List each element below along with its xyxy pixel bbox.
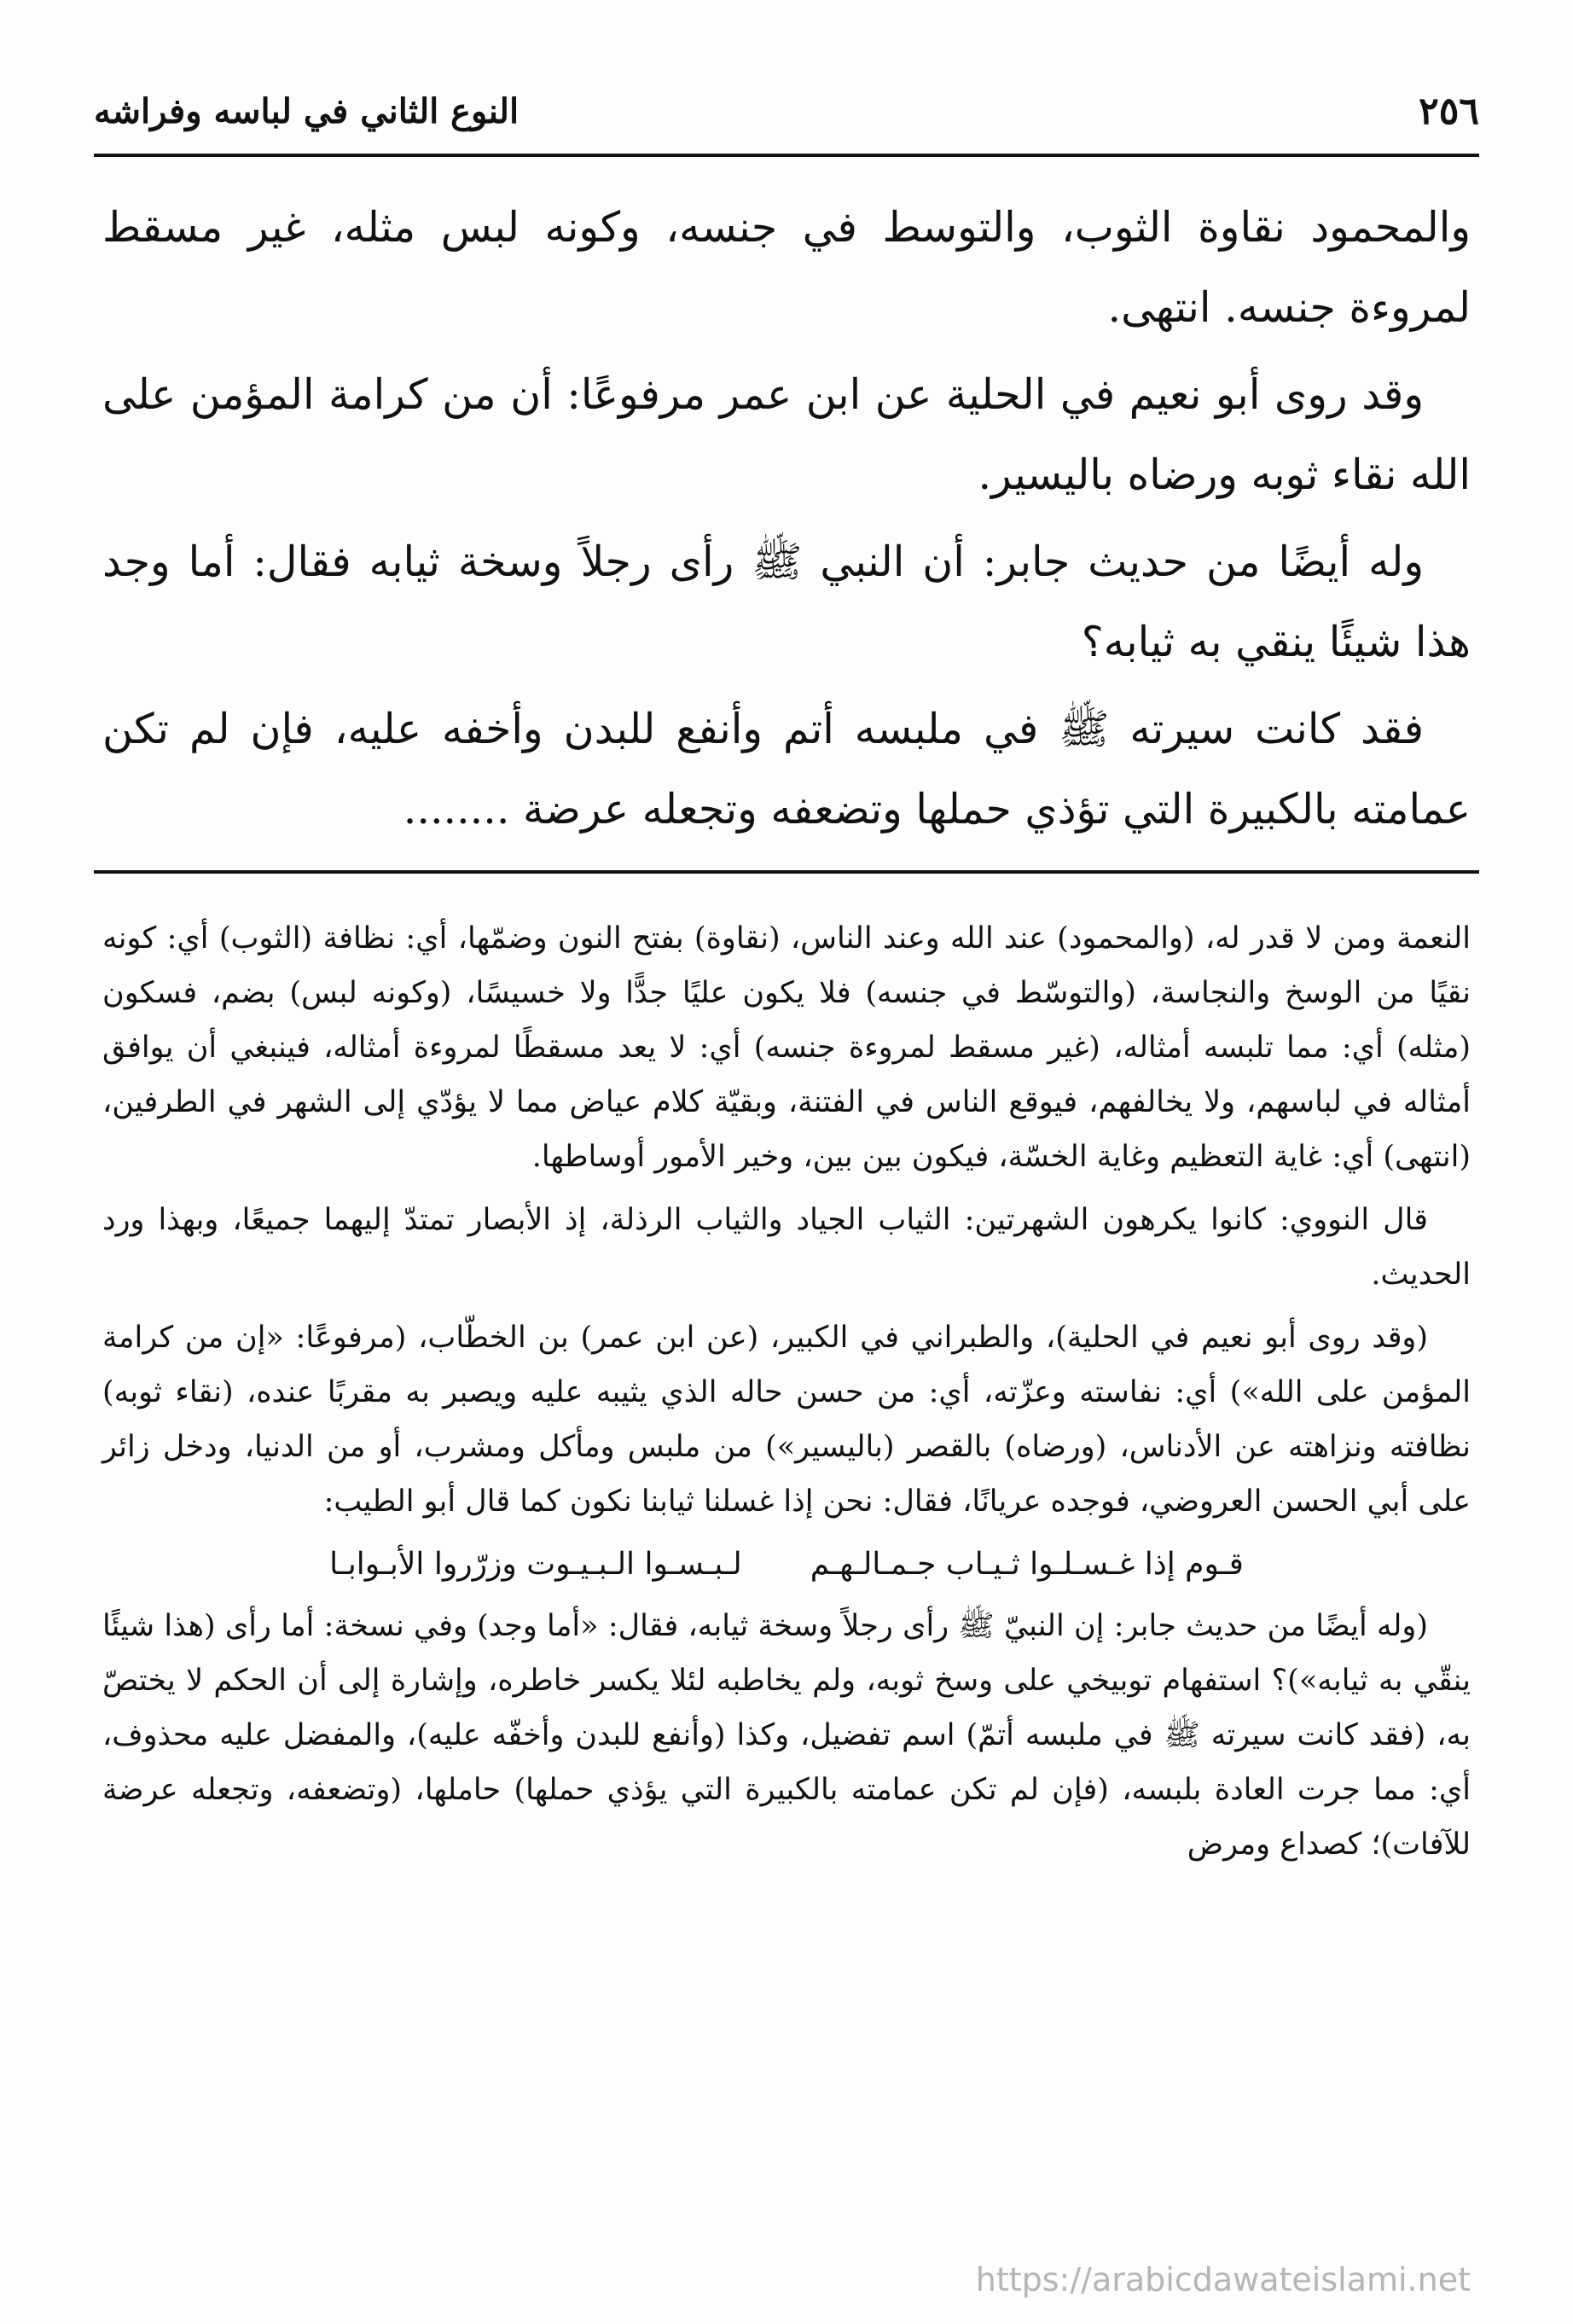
- poem-hemistich-2: لـبـسـوا الـبـيـوت وزرّروا الأبـوابـا: [329, 1547, 742, 1582]
- header-rule: [94, 154, 1479, 157]
- commentary-text: [102, 911, 1471, 1880]
- watermark-url: https://arabicdawateislami.net: [975, 2261, 1471, 2298]
- commentary-paragraph-2: قال النووي: كانوا يكرهون الشهرتين: الثياب الجياد والثياب الرذلة، إذ الأبصار تمتدّ إليهما جميعًا، وبهذا ورد الحديث.: [102, 1203, 1471, 1292]
- poem-verse: [102, 1537, 1471, 1592]
- main-paragraph-3: وله أيضًا من حديث جابر: أن النبي ﷺ رأى رجلاً وسخة ثيابه فقال: أما وجد هذا شيئًا ينقي به ثيابه؟: [102, 537, 1471, 666]
- main-paragraph-1: والمحمود نقاوة الثوب، والتوسط في جنسه، وكونه لبس مثله، غير مسقط لمروءة جنسه. انتهى.: [102, 203, 1471, 332]
- commentary-paragraph-4: (وله أيضًا من حديث جابر: إن النبيّ ﷺ رأى رجلاً وسخة ثيابه، فقال: «أما وجد) وفي نسخة: أما رأى (هذا شيئًا ينقّي به ثيابه»)؟ استفهام توبيخي على وسخ ثوبه، ولم يخاطبه لئلا يكسر خاطره، وإشارة إلى أن الحكم لا يختصّ به، (فقد كانت سيرته ﷺ في ملبسه أتمّ) اسم تفضيل، وكذا (وأنفع للبدن وأخفّه عليه)، والمفضل عليه محذوف، أي: مما جرت العادة بلبسه، (فإن لم تكن عمامته بالكبيرة التي يؤذي حملها) حاملها، (وتضعفه، وتجعله عرضة للآفات)؛ كصداع ومرض: [102, 1609, 1471, 1862]
- main-paragraph-2: وقد روى أبو نعيم في الحلية عن ابن عمر مرفوعًا: أن من كرامة المؤمن على الله نقاء ثوبه ورضاه باليسير.: [102, 370, 1471, 499]
- page-number: ٢٥٦: [1419, 89, 1479, 133]
- text-commentary-divider: [94, 870, 1479, 874]
- running-title: النوع الثاني في لباسه وفراشه: [94, 90, 519, 131]
- commentary-paragraph-3: (وقد روى أبو نعيم في الحلية)، والطبراني في الكبير، (عن ابن عمر) بن الخطّاب، (مرفوعًا: «إن من كرامة المؤمن على الله») أي: نفاسته وعزّته، أي: من حسن حاله الذي يثيبه عليه ويصبر به مقربًا عنده، (نقاء ثوبه) نظافته ونزاهته عن الأدناس، (ورضاه) بالقصر (باليسير») من ملبس ومأكل ومشرب، أو من الدنيا، ودخل زائر على أبي الحسن العروضي، فوجده عريانًا، فقال: نحن إذا غسلنا ثيابنا نكون كما قال أبو الطيب:: [102, 1321, 1471, 1519]
- page-header: [94, 81, 1479, 141]
- main-paragraph-4: فقد كانت سيرته ﷺ في ملبسه أتم وأنفع للبدن وأخفه عليه، فإن لم تكن عمامته بالكبيرة التي تؤذي حملها وتضعفه وتجعله عرضة ........: [102, 705, 1471, 834]
- poem-hemistich-1: قـوم إذا غـسـلـوا ثـيـاب جـمـالـهـم: [810, 1547, 1244, 1582]
- main-text: [102, 188, 1471, 857]
- commentary-paragraph-1: النعمة ومن لا قدر له، (والمحمود) عند الله وعند الناس، (نقاوة) بفتح النون وضمّها، أي: نظافة (الثوب) أي: كونه نقيًا من الوسخ والنجاسة، (والتوسّط في جنسه) فلا يكون عليًا جدًّا ولا خسيسًا، (وكونه لبس) بضم، فسكون (مثله) أي: مما تلبسه أمثاله، (غير مسقط لمروءة جنسه) أي: لا يعد مسقطًا لمروءة أمثاله، فينبغي أن يوافق أمثاله في لباسهم، ولا يخالفهم، فيوقع الناس في الفتنة، وبقيّة كلام عياض مما لا يؤدّي إلى الشهر في الطرفين، (انتهى) أي: غاية التعظيم وغاية الخسّة، فيكون بين بين، وخير الأمور أوساطها.: [102, 921, 1471, 1174]
